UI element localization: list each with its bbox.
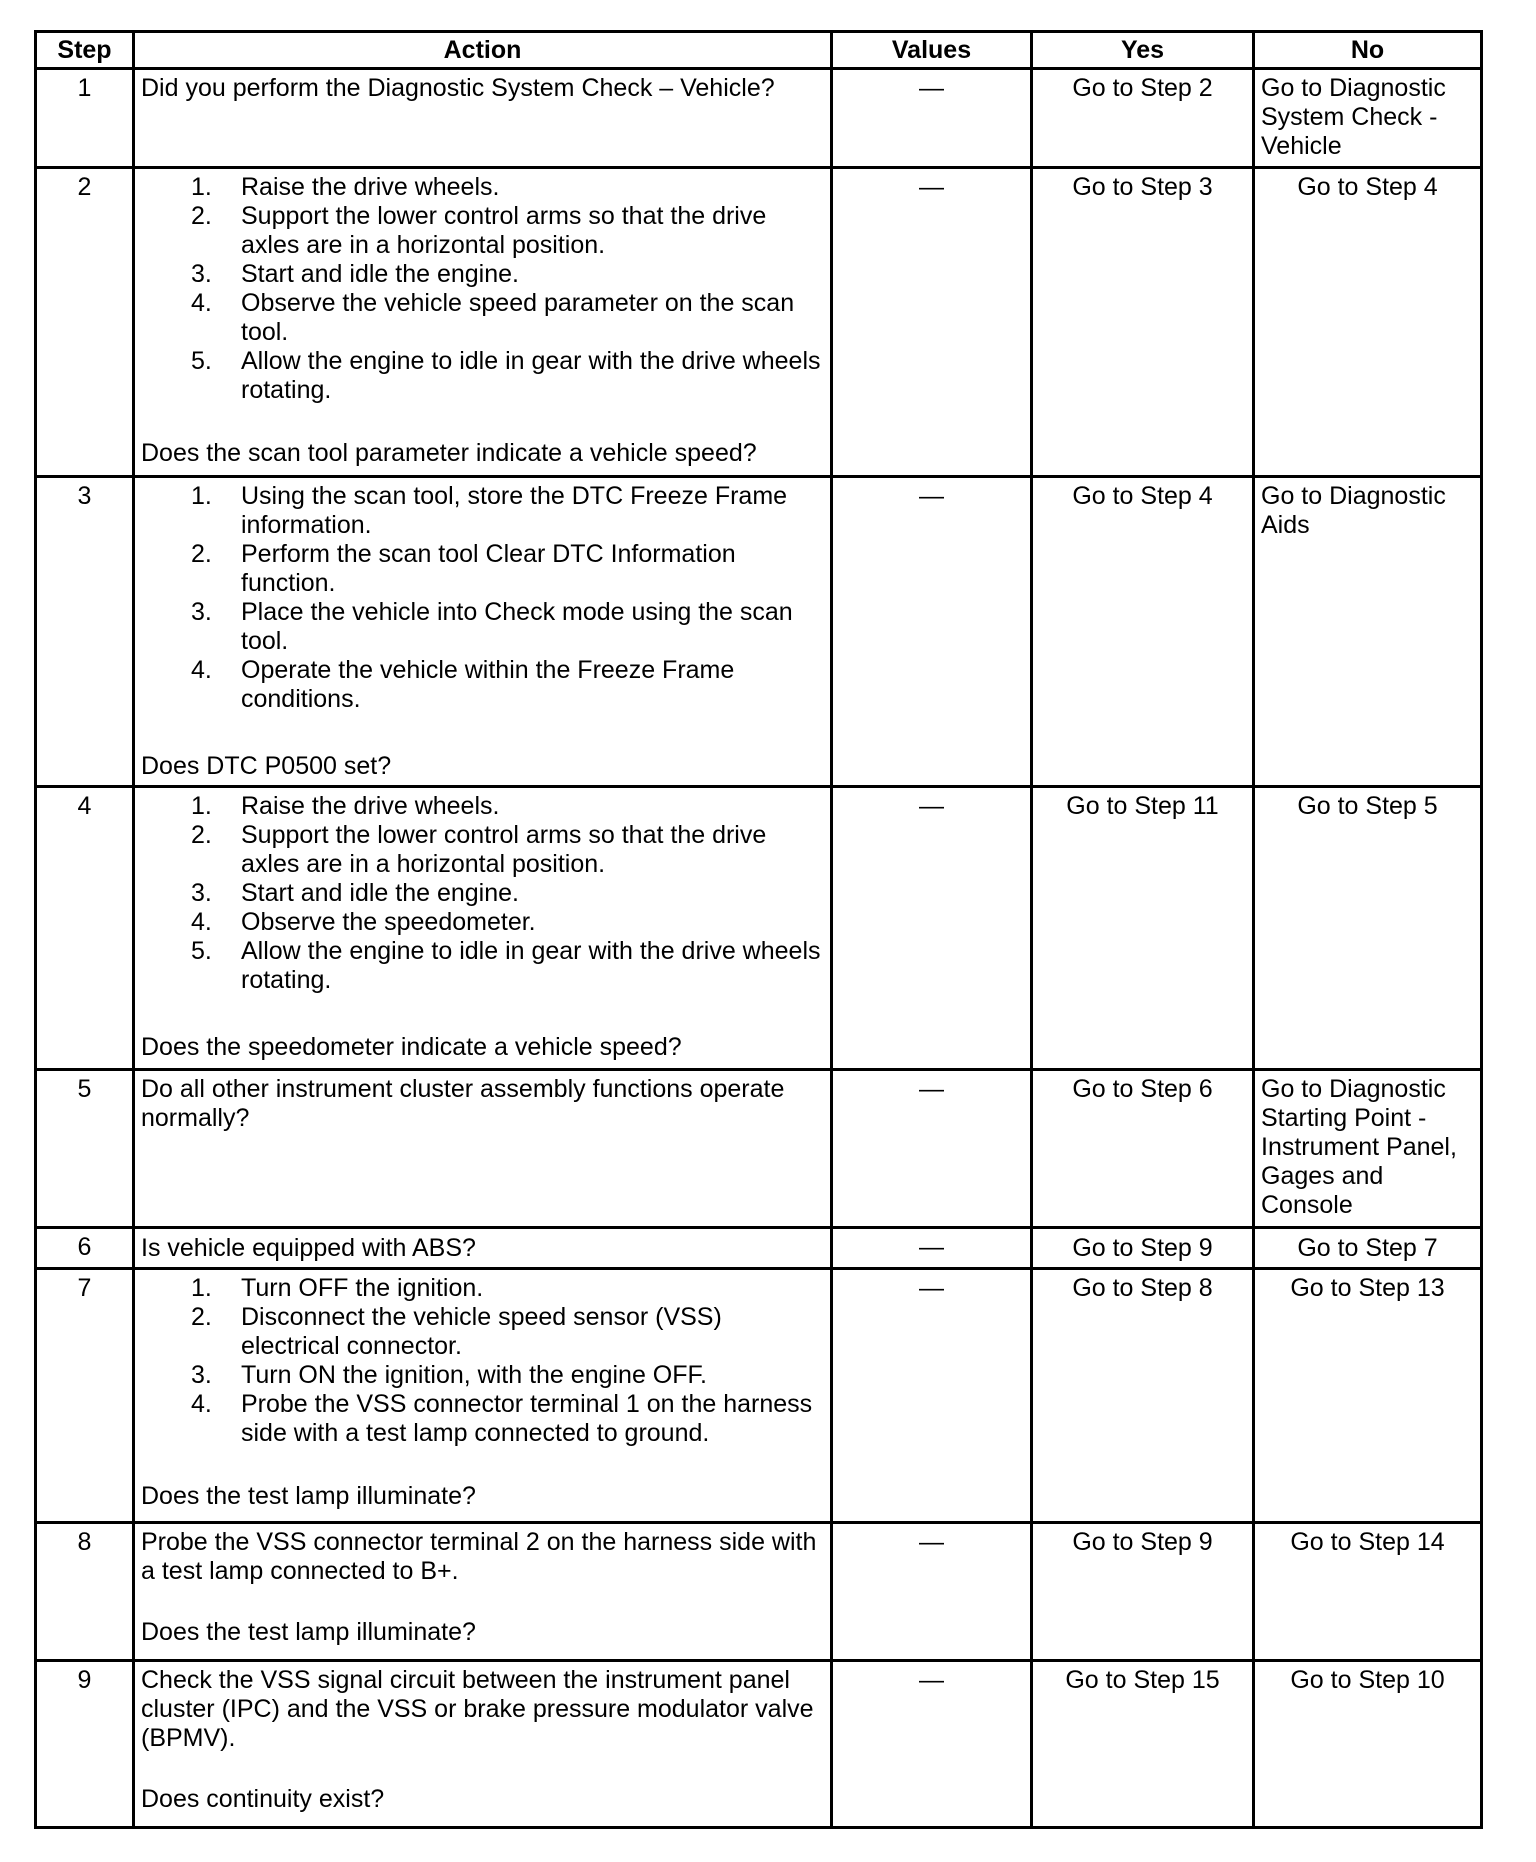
table-row bbox=[36, 477, 1482, 787]
yes-cell: Go to Step 9 bbox=[1032, 1523, 1254, 1661]
substep-text: Operate the vehicle within the Freeze Frame conditions. bbox=[241, 656, 735, 713]
action-question: Does the scan tool parameter indicate a vehicle speed? bbox=[141, 439, 757, 467]
substep bbox=[141, 347, 824, 405]
substep bbox=[141, 908, 824, 937]
substep-list bbox=[141, 792, 824, 995]
substep bbox=[141, 821, 824, 879]
substep bbox=[141, 656, 824, 714]
substep-number: 4. bbox=[191, 908, 212, 936]
no-cell: Go to Step 10 bbox=[1254, 1661, 1482, 1828]
substep-number: 2. bbox=[191, 540, 212, 568]
substep bbox=[141, 540, 824, 598]
substep-text: Using the scan tool, store the DTC Freeze Frame information. bbox=[241, 482, 788, 539]
values-cell: — bbox=[832, 787, 1032, 1070]
substep bbox=[141, 1390, 824, 1448]
substep-number: 3. bbox=[191, 598, 212, 626]
header-step: Step bbox=[36, 32, 134, 69]
action-cell bbox=[134, 69, 832, 168]
substep-number: 2. bbox=[191, 821, 212, 849]
header-yes: Yes bbox=[1032, 32, 1254, 69]
yes-cell: Go to Step 9 bbox=[1032, 1228, 1254, 1269]
substep-number: 5. bbox=[191, 937, 212, 965]
table-row bbox=[36, 1228, 1482, 1269]
substep-number: 1. bbox=[191, 1274, 212, 1302]
substep-number: 1. bbox=[191, 173, 212, 201]
substep-number: 2. bbox=[191, 1303, 212, 1331]
no-cell: Go to Step 4 bbox=[1254, 168, 1482, 477]
substep-number: 4. bbox=[191, 289, 212, 317]
substep-number: 1. bbox=[191, 792, 212, 820]
diagnostic-table bbox=[34, 30, 1483, 1829]
yes-cell: Go to Step 4 bbox=[1032, 477, 1254, 787]
substep-list bbox=[141, 1274, 824, 1448]
substep-text: Turn ON the ignition, with the engine OFF. bbox=[241, 1361, 707, 1389]
table-row bbox=[36, 168, 1482, 477]
values-cell: — bbox=[832, 168, 1032, 477]
action-text: Is vehicle equipped with ABS? bbox=[141, 1233, 476, 1262]
substep-list bbox=[141, 173, 824, 405]
substep bbox=[141, 202, 824, 260]
substep-text: Start and idle the engine. bbox=[241, 260, 519, 288]
step-number: 8 bbox=[36, 1523, 134, 1661]
substep bbox=[141, 598, 824, 656]
substep-text: Turn OFF the ignition. bbox=[241, 1274, 484, 1302]
no-cell: Go to Diagnostic System Check - Vehicle bbox=[1254, 69, 1482, 168]
substep bbox=[141, 792, 824, 821]
table-row bbox=[36, 787, 1482, 1070]
action-cell bbox=[134, 1228, 832, 1269]
substep-number: 3. bbox=[191, 879, 212, 907]
substep-number: 1. bbox=[191, 482, 212, 510]
substep bbox=[141, 1274, 824, 1303]
no-cell: Go to Step 7 bbox=[1254, 1228, 1482, 1269]
step-number: 3 bbox=[36, 477, 134, 787]
values-cell: — bbox=[832, 477, 1032, 787]
action-cell bbox=[134, 168, 832, 477]
action-question: Does the test lamp illuminate? bbox=[141, 1482, 476, 1510]
table-row bbox=[36, 1523, 1482, 1661]
action-cell bbox=[134, 1661, 832, 1828]
step-number: 2 bbox=[36, 168, 134, 477]
header-row bbox=[36, 32, 1482, 69]
substep bbox=[141, 879, 824, 908]
substep bbox=[141, 1303, 824, 1361]
action-question: Does the test lamp illuminate? bbox=[141, 1618, 476, 1646]
substep bbox=[141, 1361, 824, 1390]
action-question: Does continuity exist? bbox=[141, 1785, 385, 1813]
action-question: Does the speedometer indicate a vehicle speed? bbox=[141, 1033, 682, 1061]
header-values: Values bbox=[832, 32, 1032, 69]
yes-cell: Go to Step 11 bbox=[1032, 787, 1254, 1070]
no-cell: Go to Diagnostic Starting Point - Instrument Panel, Gages and Console bbox=[1254, 1070, 1482, 1228]
action-text: Do all other instrument cluster assembly functions operate normally? bbox=[141, 1075, 785, 1132]
substep-number: 4. bbox=[191, 656, 212, 684]
no-cell: Go to Step 5 bbox=[1254, 787, 1482, 1070]
action-cell bbox=[134, 1070, 832, 1228]
step-number: 6 bbox=[36, 1228, 134, 1269]
no-cell: Go to Diagnostic Aids bbox=[1254, 477, 1482, 787]
substep-text: Perform the scan tool Clear DTC Information function. bbox=[241, 540, 736, 597]
action-cell bbox=[134, 1269, 832, 1523]
no-cell: Go to Step 13 bbox=[1254, 1269, 1482, 1523]
action-text: Probe the VSS connector terminal 2 on the harness side with a test lamp connected to B+. bbox=[141, 1528, 817, 1585]
header-no: No bbox=[1254, 32, 1482, 69]
action-cell bbox=[134, 1523, 832, 1661]
substep-text: Raise the drive wheels. bbox=[241, 173, 500, 201]
substep-text: Support the lower control arms so that the drive axles are in a horizontal position. bbox=[241, 202, 767, 259]
substep-number: 3. bbox=[191, 1361, 212, 1389]
action-cell bbox=[134, 477, 832, 787]
step-number: 9 bbox=[36, 1661, 134, 1828]
values-cell: — bbox=[832, 1523, 1032, 1661]
action-text: Check the VSS signal circuit between the instrument panel cluster (IPC) and the VSS or brake pressure modulator valve (BPMV). bbox=[141, 1666, 814, 1752]
table-row bbox=[36, 1661, 1482, 1828]
substep-text: Raise the drive wheels. bbox=[241, 792, 500, 820]
table-row bbox=[36, 69, 1482, 168]
substep bbox=[141, 289, 824, 347]
substep-number: 3. bbox=[191, 260, 212, 288]
yes-cell: Go to Step 2 bbox=[1032, 69, 1254, 168]
substep-number: 5. bbox=[191, 347, 212, 375]
no-cell: Go to Step 14 bbox=[1254, 1523, 1482, 1661]
substep-text: Observe the vehicle speed parameter on the scan tool. bbox=[241, 289, 795, 346]
values-cell: — bbox=[832, 1070, 1032, 1228]
values-cell: — bbox=[832, 1661, 1032, 1828]
step-number: 7 bbox=[36, 1269, 134, 1523]
substep-text: Disconnect the vehicle speed sensor (VSS) electrical connector. bbox=[241, 1303, 722, 1360]
substep bbox=[141, 482, 824, 540]
substep-text: Start and idle the engine. bbox=[241, 879, 519, 907]
substep-text: Support the lower control arms so that the drive axles are in a horizontal position. bbox=[241, 821, 767, 878]
substep bbox=[141, 260, 824, 289]
action-text: Did you perform the Diagnostic System Check – Vehicle? bbox=[141, 74, 775, 102]
values-cell: — bbox=[832, 1269, 1032, 1523]
substep-number: 2. bbox=[191, 202, 212, 230]
substep-list bbox=[141, 482, 824, 714]
yes-cell: Go to Step 3 bbox=[1032, 168, 1254, 477]
step-number: 4 bbox=[36, 787, 134, 1070]
table-row bbox=[36, 1070, 1482, 1228]
action-cell bbox=[134, 787, 832, 1070]
step-number: 5 bbox=[36, 1070, 134, 1228]
substep-text: Observe the speedometer. bbox=[241, 908, 536, 936]
table-row bbox=[36, 1269, 1482, 1523]
substep-number: 4. bbox=[191, 1390, 212, 1418]
header-action: Action bbox=[134, 32, 832, 69]
step-number: 1 bbox=[36, 69, 134, 168]
values-cell: — bbox=[832, 1228, 1032, 1269]
yes-cell: Go to Step 15 bbox=[1032, 1661, 1254, 1828]
yes-cell: Go to Step 8 bbox=[1032, 1269, 1254, 1523]
substep-text: Allow the engine to idle in gear with the drive wheels rotating. bbox=[241, 347, 821, 404]
substep bbox=[141, 937, 824, 995]
substep-text: Probe the VSS connector terminal 1 on the harness side with a test lamp connected to ground. bbox=[241, 1390, 813, 1447]
substep bbox=[141, 173, 824, 202]
values-cell: — bbox=[832, 69, 1032, 168]
action-question: Does DTC P0500 set? bbox=[141, 752, 392, 780]
substep-text: Allow the engine to idle in gear with the drive wheels rotating. bbox=[241, 937, 821, 994]
yes-cell: Go to Step 6 bbox=[1032, 1070, 1254, 1228]
substep-text: Place the vehicle into Check mode using the scan tool. bbox=[241, 598, 793, 655]
